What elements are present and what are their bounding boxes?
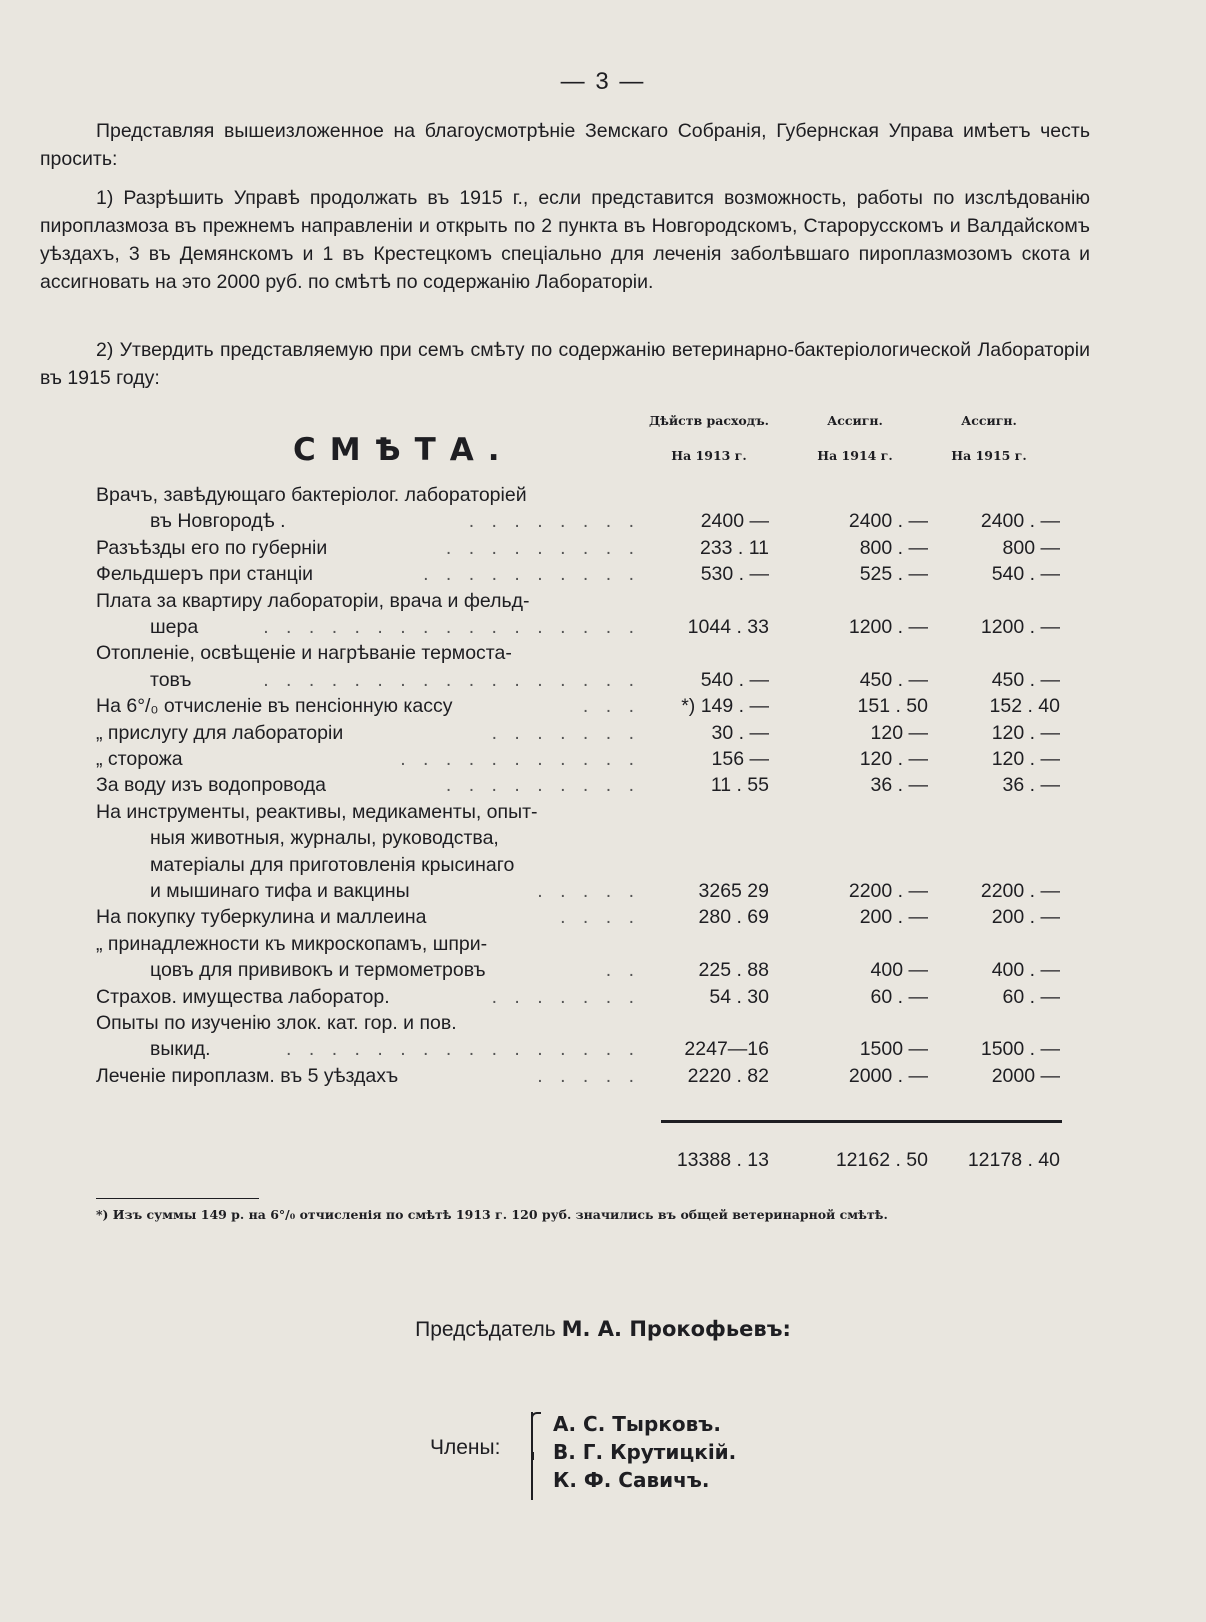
row-label: Плата за квартиру лабораторіи, врача и фельд- [96, 589, 530, 612]
row-label: матеріалы для приготовленія крысинаго [150, 853, 515, 876]
row-label: Страхов. имущества лаборатор. [96, 985, 390, 1008]
item1-text: 1) Разрѣшить Управѣ продолжать въ 1915 г., если представится возможность, работы по изслѣдованію пироплазмоза въ прежнемъ направленіи и открыть по 2 пункта въ Новгородскомъ, Старорусскомъ и Валдайскомъ уѣздахъ, 3 въ Демянскомъ и 1 въ Крестецкомъ спеціально для леченія заболѣвшаго пироплазмозомъ скота и ассигновать на это 2000 руб. по смѣтѣ по содержанію Лабораторіи. [40, 187, 1090, 293]
row-value-v2: 1500 — [859, 1038, 928, 1061]
table-row [0, 484, 1206, 510]
row-value-v2: 120 — [870, 721, 928, 744]
leader-dots: . . . . . [537, 880, 640, 902]
row-value-v1: 30 . — [711, 721, 769, 744]
row-value-v3: 400 . — [991, 959, 1060, 982]
col3-header-top: Ассигн. [961, 413, 1017, 428]
table-row [0, 801, 1206, 827]
row-value-v2: 2000 . — [848, 1064, 928, 1087]
row-value-v3: 2000 — [991, 1064, 1060, 1087]
row-value-v1: 2247—16 [684, 1038, 769, 1061]
table-row [0, 1038, 1206, 1064]
row-label: ныя животныя, журналы, руководства, [150, 827, 499, 850]
table-row [0, 827, 1206, 853]
row-value-v1: 54 . 30 [709, 985, 769, 1008]
row-value-v2: 525 . — [859, 563, 928, 586]
table-row [0, 563, 1206, 589]
col1-header-bottom: На 1913 г. [671, 448, 747, 463]
row-value-v2: 400 — [870, 959, 928, 982]
row-label: За воду изъ водопровода [96, 774, 326, 797]
leader-dots: . . . . . . . . . . . [400, 748, 640, 770]
table-row [0, 1012, 1206, 1038]
row-value-v3: 120 . — [991, 748, 1060, 770]
row-label: и мышинаго тифа и вакцины [150, 880, 410, 902]
row-value-v3: 2400 . — [980, 510, 1060, 533]
table-row [0, 1065, 1206, 1091]
row-value-v3: 152 . 40 [989, 695, 1060, 718]
row-value-v1: 3265 29 [698, 880, 769, 902]
row-label: На 6°/₀ отчисленіе въ пенсіонную кассу [96, 695, 453, 718]
leader-dots: . . . . . . . . [468, 510, 640, 533]
row-value-v1: 530 . — [700, 563, 769, 586]
leader-dots: . . . . . . . . . [445, 536, 640, 559]
footnote-rule [96, 1198, 259, 1199]
row-value-v3: 450 . — [991, 668, 1060, 691]
item2-paragraph [40, 336, 1090, 392]
table-row [0, 933, 1206, 959]
row-value-v1: 225 . 88 [698, 959, 769, 982]
leader-dots: . . . . . . . . . . . . . . . . . [263, 668, 640, 691]
row-value-v1: 2400 — [700, 510, 769, 533]
col2-header-top: Ассигн. [827, 413, 883, 428]
total-1913: 13388 . 13 [676, 1149, 769, 1171]
row-value-v2: 800 . — [859, 536, 928, 559]
row-label: На покупку туберкулина и маллеина [96, 906, 427, 929]
row-value-v2: 36 . — [870, 774, 928, 797]
table-row [0, 880, 1206, 906]
members-label: Члены: [430, 1436, 501, 1459]
row-label: Фельдшеръ при станціи [96, 563, 314, 586]
row-value-v2: 120 . — [859, 748, 928, 770]
row-value-v2: 60 . — [870, 985, 928, 1008]
leader-dots: . . . . [560, 906, 640, 929]
table-row [0, 959, 1206, 985]
row-label: Опыты по изученію злок. кат. гор. и пов. [96, 1012, 457, 1034]
table-row [0, 590, 1206, 616]
table-row [0, 669, 1206, 695]
table-row [0, 748, 1206, 774]
table-row [0, 906, 1206, 932]
intro-text: Представляя вышеизложенное на благоусмотрѣніе Земскаго Собранія, Губернская Управа имѣетъ честь просить: [40, 120, 1090, 170]
row-value-v2: 2400 . — [848, 510, 928, 533]
item1-paragraph [40, 184, 1090, 296]
row-label: Отопленіе, освѣщеніе и нагрѣваніе термоста- [96, 642, 512, 665]
row-value-v3: 1500 . — [980, 1038, 1060, 1061]
row-label: выкид. [150, 1038, 211, 1061]
row-value-v1: 233 . 11 [699, 536, 769, 559]
row-label: „ принадлежности къ микроскопамъ, шпри- [96, 932, 488, 955]
col1-header-top: Дѣйств расходъ. [648, 413, 770, 428]
leader-dots: . . . . . [537, 1064, 640, 1087]
leader-dots: . . . . . . . . . [445, 774, 640, 797]
col3-header-bottom: На 1915 г. [951, 448, 1027, 463]
leader-dots: . . . . . . . . . . . . . . . . . [263, 616, 640, 638]
table-row [0, 774, 1206, 800]
row-value-v1: 156 — [711, 748, 769, 770]
row-value-v2: 2200 . — [848, 880, 928, 902]
row-value-v3: 800 — [1002, 536, 1060, 559]
leader-dots: . . . . . . . [491, 721, 640, 744]
table-row [0, 854, 1206, 880]
row-label: шера [150, 616, 199, 638]
row-value-v3: 200 . — [991, 906, 1060, 929]
page-number: — 3 — [560, 68, 646, 95]
members-brace [531, 1412, 543, 1500]
table-row [0, 986, 1206, 1012]
table-row [0, 642, 1206, 668]
row-value-v3: 36 . — [1002, 774, 1060, 797]
member-2: В. Г. Крутицкій. [553, 1440, 737, 1464]
total-1914: 12162 . 50 [835, 1149, 928, 1171]
row-label: въ Новгородѣ . [150, 510, 286, 533]
row-value-v3: 2200 . — [980, 880, 1060, 902]
leader-dots: . . . . . . . . . . . . . . . . [286, 1038, 640, 1061]
chairman-line [0, 1317, 1206, 1342]
row-value-v1: 11 . 55 [710, 774, 769, 797]
table-row [0, 510, 1206, 536]
total-rule [661, 1120, 1062, 1123]
chairman-name: М. А. Прокофьевъ: [561, 1317, 791, 1341]
row-value-v3: 1200 . — [980, 616, 1060, 638]
row-label: На инструменты, реактивы, медикаменты, опыт- [96, 800, 538, 823]
row-value-v3: 540 . — [991, 563, 1060, 586]
row-value-v2: 151 . 50 [857, 695, 928, 718]
row-label: товъ [150, 668, 192, 691]
footnote: *) Изъ суммы 149 р. на 6°/₀ отчисленія по смѣтѣ 1913 г. 120 руб. значились въ общей ветеринарной смѣтѣ. [96, 1207, 888, 1222]
row-value-v1: 540 . — [700, 668, 769, 691]
table-row [0, 616, 1206, 642]
total-1915: 12178 . 40 [967, 1149, 1060, 1171]
row-value-v1: 280 . 69 [698, 906, 769, 929]
intro-paragraph [40, 117, 1090, 173]
chairman-label: Предсѣдатель [415, 1318, 556, 1341]
row-value-v2: 450 . — [859, 668, 928, 691]
row-label: Разъѣзды его по губерніи [96, 536, 328, 559]
row-label: Врачъ, завѣдующаго бактеріолог. лабораторіей [96, 484, 527, 506]
table-row [0, 722, 1206, 748]
col2-header-bottom: На 1914 г. [817, 448, 893, 463]
table-row [0, 695, 1206, 721]
leader-dots: . . . [582, 695, 640, 718]
leader-dots: . . [605, 959, 640, 982]
row-value-v3: 60 . — [1002, 985, 1060, 1008]
smeta-title: СМѢТА. [293, 432, 514, 468]
leader-dots: . . . . . . . [491, 985, 640, 1008]
row-value-v1: 1044 . 33 [687, 616, 769, 638]
row-label: „ прислугу для лабораторіи [96, 721, 344, 744]
row-value-v3: 120 . — [991, 721, 1060, 744]
totals-row [0, 1149, 1206, 1175]
row-value-v1: *) 149 . — [681, 695, 769, 718]
row-label: „ сторожа [96, 748, 183, 770]
row-value-v2: 1200 . — [848, 616, 928, 638]
row-label: цовъ для прививокъ и термометровъ [150, 959, 486, 982]
row-value-v2: 200 . — [859, 906, 928, 929]
member-1: А. С. Тырковъ. [553, 1412, 721, 1436]
item2-text: 2) Утвердить представляемую при семъ смѣту по содержанію ветеринарно-бактеріологической Лабораторіи въ 1915 году: [40, 339, 1090, 389]
row-label: Леченіе пироплазм. въ 5 уѣздахъ [96, 1064, 399, 1087]
leader-dots: . . . . . . . . . . [423, 563, 640, 586]
table-row [0, 537, 1206, 563]
member-3: К. Ф. Савичъ. [553, 1468, 710, 1492]
row-value-v1: 2220 . 82 [687, 1064, 769, 1087]
